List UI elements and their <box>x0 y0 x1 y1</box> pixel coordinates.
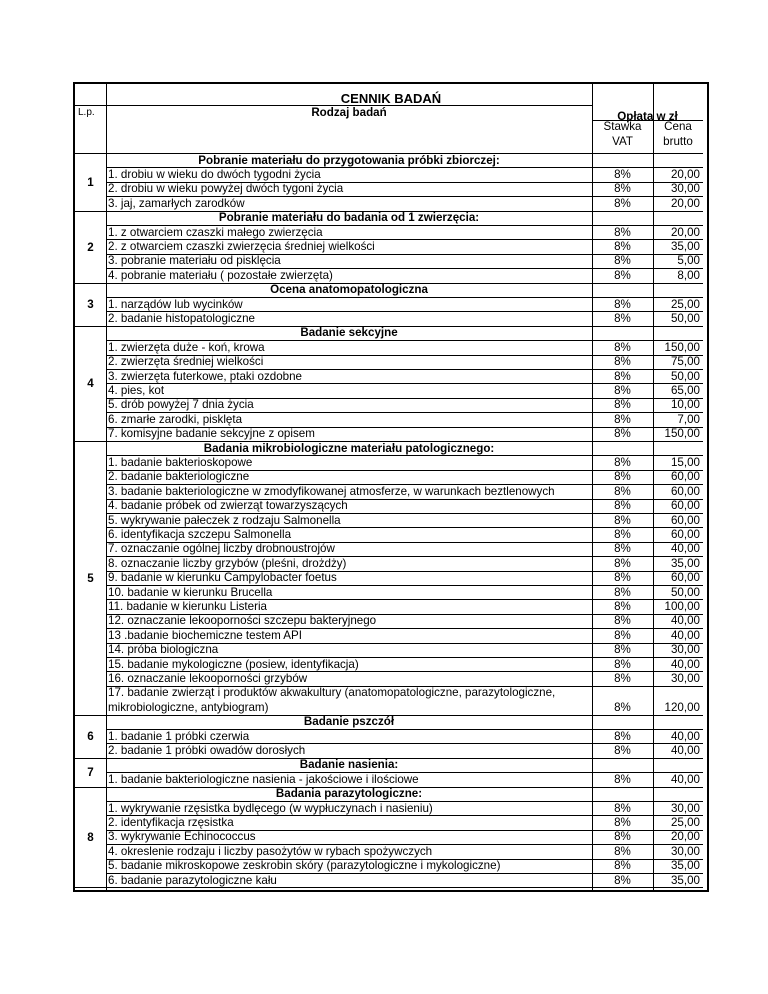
vat-rate: 8% <box>614 643 631 657</box>
gross-price: 8,00 <box>677 268 700 282</box>
vat-rate: 8% <box>614 743 631 757</box>
gross-price: 60,00 <box>670 499 700 513</box>
vat-rate: 8% <box>614 513 631 527</box>
gross-price: 60,00 <box>670 484 700 498</box>
vat-rate: 8% <box>614 254 631 268</box>
price-item-label: 2. zwierzęta średniej wielkości <box>108 355 264 369</box>
gross-price: 40,00 <box>670 657 700 671</box>
price-item-label: 3. badanie bakteriologiczne w zmodyfikowanej atmosferze, w warunkach beztlenowych <box>108 484 555 498</box>
price-item-label: 7. oznaczanie ogólnej liczby drobnoustrojów <box>108 542 335 556</box>
gross-price: 120,00 <box>664 700 700 714</box>
vat-rate: 8% <box>614 844 631 858</box>
section-header: Ocena anatomopatologiczna <box>270 283 428 297</box>
vat-rate: 8% <box>614 556 631 570</box>
vat-rate: 8% <box>614 427 631 441</box>
vat-rate: 8% <box>614 340 631 354</box>
section-number: 3 <box>87 298 94 312</box>
vat-rate: 8% <box>614 484 631 498</box>
price-item-label-cont: mikrobiologiczne, antybiogram) <box>108 700 269 714</box>
section-number: 8 <box>87 831 94 844</box>
price-item-label: 6. identyfikacja szczepu Salmonella <box>108 527 292 541</box>
price-item-label: 8. oznaczanie liczby grzybów (pleśni, drożdży) <box>108 556 347 570</box>
col-oplata-header: Opłata w zł <box>617 110 678 123</box>
vat-rate: 8% <box>614 182 631 196</box>
price-item-label: 5. badanie mikroskopowe zeskrobin skóry (parazytologiczne i mykologiczne) <box>108 859 501 873</box>
vat-rate: 8% <box>614 470 631 484</box>
price-item-label: 1. badanie bakterioskopowe <box>108 455 253 469</box>
price-item-label: 14. próba biologiczna <box>108 643 219 657</box>
gross-price: 50,00 <box>670 311 700 325</box>
price-item-label: 4. okreslenie rodzaju i liczby pasożytów w rybach spożywczych <box>108 844 433 858</box>
gross-price: 30,00 <box>670 671 700 685</box>
vat-rate: 8% <box>614 167 631 181</box>
gross-price: 100,00 <box>664 599 700 613</box>
col-cena-header: Cena <box>664 120 692 133</box>
vat-rate: 8% <box>614 729 631 743</box>
gross-price: 20,00 <box>670 830 700 844</box>
vat-rate: 8% <box>614 772 631 786</box>
vat-rate: 8% <box>614 614 631 628</box>
price-item-label: 13 .badanie biochemiczne testem API <box>108 628 302 642</box>
price-item-label: 10. badanie w kierunku Brucella <box>108 585 273 599</box>
price-item-label: 4. pies, kot <box>108 383 165 397</box>
price-item-label: 1. zwierzęta duże - koń, krowa <box>108 340 265 354</box>
price-item-label: 15. badanie mykologiczne (posiew, identyfikacja) <box>108 657 359 671</box>
section-number: 4 <box>87 377 94 391</box>
price-item-label: 2. drobiu w wieku powyżej dwóch tygoni życia <box>108 182 344 196</box>
gross-price: 60,00 <box>670 470 700 484</box>
gross-price: 60,00 <box>670 527 700 541</box>
price-item-label: 6. badanie parazytologiczne kału <box>108 873 277 887</box>
gross-price: 65,00 <box>670 383 700 397</box>
col-brutto-header: brutto <box>663 135 693 148</box>
section-number: 1 <box>87 175 94 189</box>
section-header: Pobranie materiału do przygotowania próbki zbiorczej: <box>198 153 500 167</box>
price-item-label: 2. identyfikacja rzęsistka <box>108 815 234 829</box>
gross-price: 7,00 <box>677 412 700 426</box>
section-number: 2 <box>87 240 94 254</box>
price-item-label: 2. badanie histopatologiczne <box>108 311 255 325</box>
price-item-label: 3. zwierzęta futerkowe, ptaki ozdobne <box>108 369 302 383</box>
section-number: 5 <box>87 571 94 585</box>
vat-rate: 8% <box>614 527 631 541</box>
section-header: Badania mikrobiologiczne materiału patologicznego: <box>203 441 495 455</box>
price-item-label: 4. pobranie materiału ( pozostałe zwierzęta) <box>108 268 333 282</box>
gross-price: 30,00 <box>670 801 700 815</box>
vat-rate: 8% <box>614 859 631 873</box>
section-header: Badanie pszczół <box>303 715 395 729</box>
gross-price: 40,00 <box>670 628 700 642</box>
vat-rate: 8% <box>614 571 631 585</box>
price-item-label: 1. z otwarciem czaszki małego zwierzęcia <box>108 225 323 239</box>
price-item-label: 6. zmarłe zarodki, pisklęta <box>108 412 243 426</box>
gross-price: 40,00 <box>670 772 700 786</box>
row-divider <box>75 441 106 442</box>
vat-rate: 8% <box>614 398 631 412</box>
row-divider <box>75 105 592 106</box>
row-divider <box>106 887 703 888</box>
section-header: Badanie sekcyjne <box>300 326 398 340</box>
row-divider <box>75 211 106 212</box>
gross-price: 150,00 <box>664 427 700 441</box>
gross-price: 10,00 <box>670 398 700 412</box>
vat-rate: 8% <box>614 801 631 815</box>
gross-price: 30,00 <box>670 182 700 196</box>
vat-rate: 8% <box>614 599 631 613</box>
col-lp-header: L.p. <box>78 107 95 118</box>
gross-price: 60,00 <box>670 571 700 585</box>
vat-rate: 8% <box>614 873 631 887</box>
gross-price: 40,00 <box>670 614 700 628</box>
price-item-label: 1. drobiu w wieku do dwóch tygodni życia <box>108 167 321 181</box>
vat-rate: 8% <box>614 412 631 426</box>
vat-rate: 8% <box>614 369 631 383</box>
vat-rate: 8% <box>614 830 631 844</box>
gross-price: 75,00 <box>670 355 700 369</box>
row-divider <box>75 283 106 284</box>
vat-rate: 8% <box>614 499 631 513</box>
vat-rate: 8% <box>614 239 631 253</box>
gross-price: 35,00 <box>670 556 700 570</box>
vat-rate: 8% <box>614 297 631 311</box>
gross-price: 35,00 <box>670 859 700 873</box>
vat-rate: 8% <box>614 268 631 282</box>
section-number: 7 <box>87 766 94 780</box>
gross-price: 35,00 <box>670 239 700 253</box>
price-item-label: 7. komisyjne badanie sekcyjne z opisem <box>108 427 315 441</box>
gross-price: 25,00 <box>670 297 700 311</box>
vat-rate: 8% <box>614 311 631 325</box>
gross-price: 30,00 <box>670 844 700 858</box>
col-rodzaj-header: Rodzaj badań <box>311 106 387 119</box>
row-divider <box>75 326 106 327</box>
gross-price: 40,00 <box>670 542 700 556</box>
price-item-label: 3. pobranie materiału od pisklęcia <box>108 254 281 268</box>
row-divider <box>592 120 653 121</box>
vat-rate: 8% <box>614 455 631 469</box>
gross-price: 20,00 <box>670 225 700 239</box>
price-item-label: 1. narządów lub wycinków <box>108 297 243 311</box>
row-divider <box>75 887 106 888</box>
price-item-label: 2. badanie 1 próbki owadów dorosłych <box>108 743 306 757</box>
vat-rate: 8% <box>614 383 631 397</box>
gross-price: 35,00 <box>670 873 700 887</box>
gross-price: 50,00 <box>670 369 700 383</box>
price-item-label: 17. badanie zwierząt i produktów akwakultury (anatomopatologiczne, parazytologiczne, <box>108 686 556 700</box>
page-title: CENNIK BADAŃ <box>340 91 442 106</box>
vat-rate: 8% <box>614 815 631 829</box>
price-item-label: 12. oznaczanie lekooporności szczepu bakteryjnego <box>108 614 377 628</box>
row-divider <box>75 758 106 759</box>
gross-price: 40,00 <box>670 729 700 743</box>
vat-rate: 8% <box>614 355 631 369</box>
section-header: Badania parazytologiczne: <box>275 787 423 801</box>
price-item-label: 11. badanie w kierunku Listeria <box>108 599 267 613</box>
gross-price: 50,00 <box>670 585 700 599</box>
gross-price: 150,00 <box>664 340 700 354</box>
price-item-label: 2. badanie bakteriologiczne <box>108 470 250 484</box>
price-item-label: 1. badanie 1 próbki czerwia <box>108 729 250 743</box>
gross-price: 20,00 <box>670 196 700 210</box>
vat-rate: 8% <box>614 628 631 642</box>
gross-price: 20,00 <box>670 167 700 181</box>
vat-rate: 8% <box>614 657 631 671</box>
price-item-label: 9. badanie w kierunku Campylobacter foetus <box>108 571 337 585</box>
gross-price: 40,00 <box>670 743 700 757</box>
price-item-label: 16. oznaczanie lekooporności grzybów <box>108 671 308 685</box>
col-vat-header: VAT <box>612 135 633 148</box>
section-number: 6 <box>87 730 94 744</box>
price-table <box>73 82 709 892</box>
price-item-label: 5. drób powyżej 7 dnia życia <box>108 398 254 412</box>
col-stawka-header: Stawka <box>603 120 642 133</box>
vat-rate: 8% <box>614 700 631 714</box>
vat-rate: 8% <box>614 196 631 210</box>
gross-price: 30,00 <box>670 643 700 657</box>
price-item-label: 3. jaj, zamarłych zarodków <box>108 196 245 210</box>
row-divider <box>75 715 106 716</box>
gross-price: 60,00 <box>670 513 700 527</box>
vat-rate: 8% <box>614 542 631 556</box>
gross-price: 25,00 <box>670 815 700 829</box>
vat-rate: 8% <box>614 671 631 685</box>
gross-price: 15,00 <box>670 455 700 469</box>
price-item-label: 5. wykrywanie pałeczek z rodzaju Salmonella <box>108 513 341 527</box>
price-item-label: 1. wykrywanie rzęsistka bydlęcego (w wypłuczynach i nasieniu) <box>108 801 433 815</box>
vat-rate: 8% <box>614 225 631 239</box>
section-header: Badanie nasienia: <box>299 758 399 772</box>
price-item-label: 3. wykrywanie Echinococcus <box>108 830 256 844</box>
price-item-label: 1. badanie bakteriologiczne nasienia - jakościowe i ilościowe <box>108 772 419 786</box>
vat-rate: 8% <box>614 585 631 599</box>
gross-price: 5,00 <box>677 254 700 268</box>
section-header: Pobranie materiału do badania od 1 zwierzęcia: <box>218 211 480 225</box>
price-item-label: 4. badanie próbek od zwierząt towarzyszących <box>108 499 348 513</box>
row-divider <box>75 787 106 788</box>
price-item-label: 2. z otwarciem czaszki zwierzęcia średniej wielkości <box>108 239 375 253</box>
